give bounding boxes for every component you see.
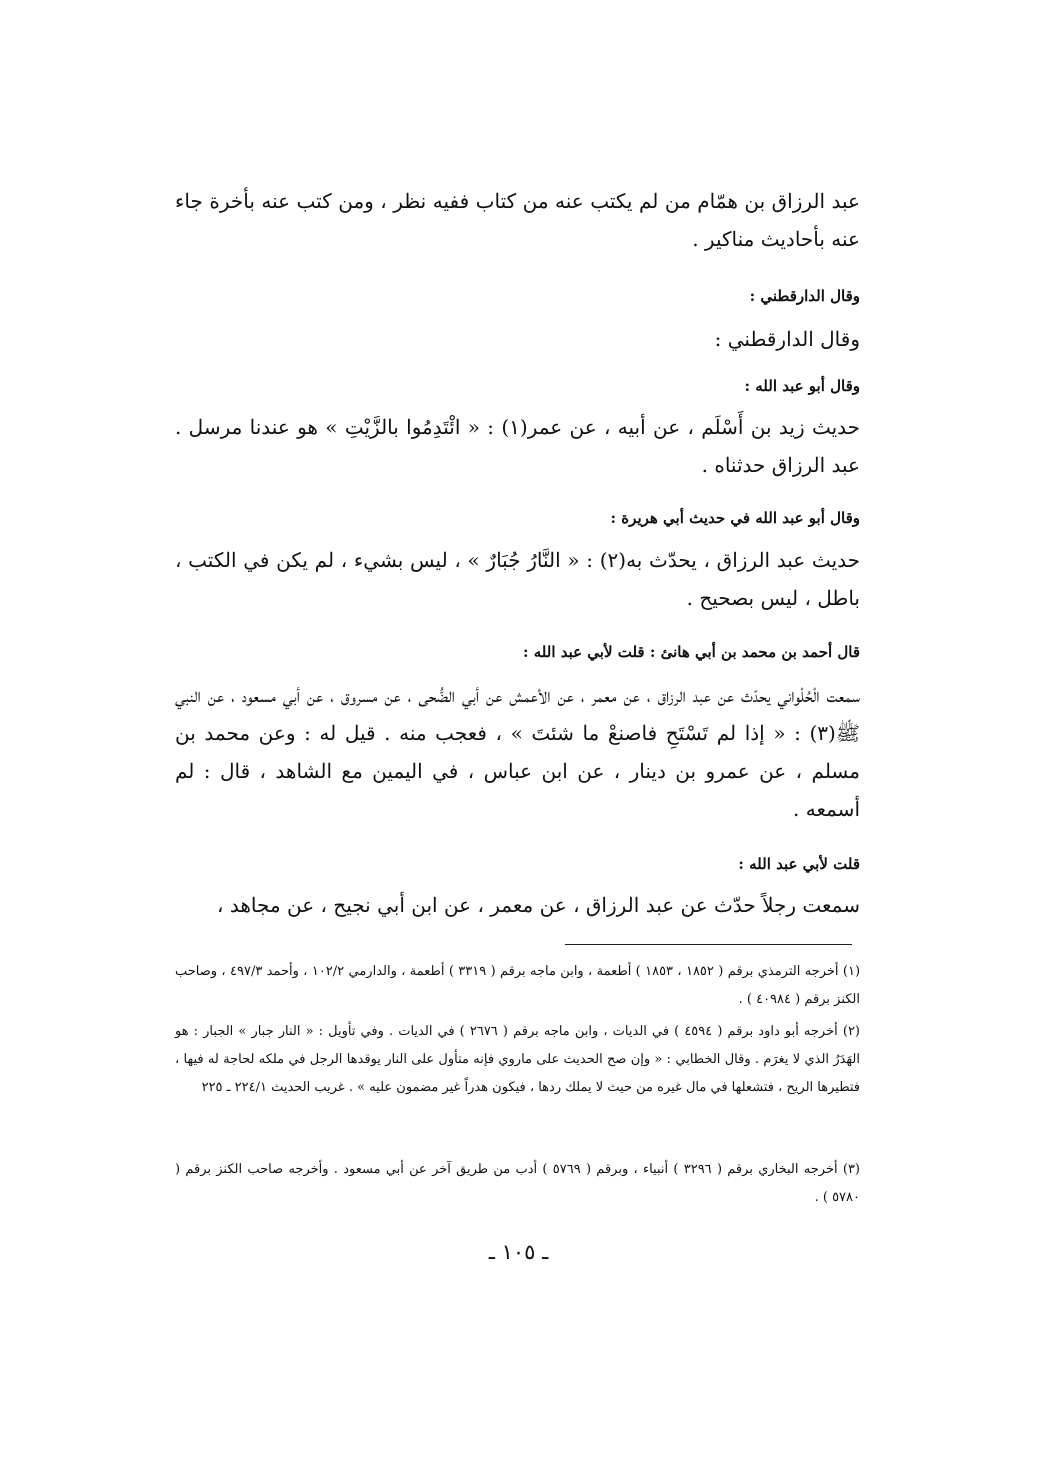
paragraph-4: حديث عبد الرزاق ، يحدّث به(٢) : « النَّارُ جُبَارٌ » ، ليس بشيء ، لم يكن في الكتب ، باطل ، ليس بصحيح . — [175, 548, 860, 610]
heading-abu-hurayra: وقال أبو عبد الله في حديث أبي هريرة : — [610, 509, 860, 527]
footnote-3: (٣) أخرجه البخاري برقم ( ٣٢٩٦ ) أنبياء ، وبرقم ( ٥٧٦٩ ) أدب من طريق آخر عن أبي مسعود . وأخرجه صاحب الكنز برقم ( ٥٧٨٠ ) . — [175, 1162, 860, 1205]
heading-daraqutni: وقال الدارقطني : — [749, 287, 860, 305]
paragraph-1: عبد الرزاق بن همّام من لم يكتب عنه من كتاب ففيه نظر ، ومن كتب عنه بأخرة جاء عنه بأحاديث مناكير . — [175, 189, 860, 251]
paragraph-2: وقال الدارقطني : — [714, 327, 860, 351]
heading-ibn-abi-hani: قال أحمد بن محمد بن أبي هانئ : قلت لأبي عبد الله : — [522, 643, 860, 661]
footnote-1: (١) أخرجه الترمذي برقم ( ١٨٥٢ ، ١٨٥٣ ) أطعمة ، وابن ماجه برقم ( ٣٣١٩ ) أطعمة ، والدارمي ١٠٢/٢ ، وأحمد ٤٩٧/٣ ، وصاحب الكنز برقم ( ٤٠٩٨٤ ) . — [175, 964, 861, 1007]
heading-abu-abdullah-2: قلت لأبي عبد الله : — [738, 855, 860, 873]
page-number: ـ ١٠٥ ـ — [488, 1240, 549, 1264]
paragraph-6: سمعت رجلاً حدّث عن عبد الرزاق ، عن معمر ، عن ابن أبي نجيح ، عن مجاهد ، — [217, 893, 860, 917]
paragraph-3: حديث زيد بن أَسْلَم ، عن أبيه ، عن عمر(١) : « ائْتَدِمُوا بالزَّيْتِ » هو عندنا مرسل . عبد الرزاق حدثناه . — [175, 415, 861, 477]
footnote-2: (٢) أخرجه أبو داود برقم ( ٤٥٩٤ ) في الديات ، وابن ماجه برقم ( ٢٦٧٦ ) في الديات . وفي تأويل : « النار جبار » الجبار : هو الهَدَرُ الذي لا يغرَم . وقال الخطابي : « وإن صح الحديث على ماروي فإنه متأول على النار يوقدها الرجل في ملكه لحاجة له فيها ، فتطيرها الريح ، فتشعلها في مال غيره من حيث لا يملك ردها ، فيكون هدراً غير مضمون عليه » . غريب الحديث ٢٢٤/١ ـ ٢٢٥ — [175, 1024, 860, 1095]
paragraph-5: سمعت الْحُلْواني يحدّث عن عبد الرزاق ، عن معمر ، عن الأعمش عن أبي الضُّحى ، عن مسروق ، عن أبي مسعود ، عن النبي ﷺ(٣) : « إذا لم تَسْتَحِ فاصنعْ ما شئتَ » ، فعجب منه . قيل له : وعن محمد بن مسلم ، عن عمرو بن دينار ، عن ابن عباس ، في اليمين مع الشاهد ، قال : لم أسمعه . — [175, 683, 861, 821]
footnote-divider — [565, 944, 852, 945]
heading-abu-abdullah-1: وقال أبو عبد الله : — [744, 377, 860, 395]
